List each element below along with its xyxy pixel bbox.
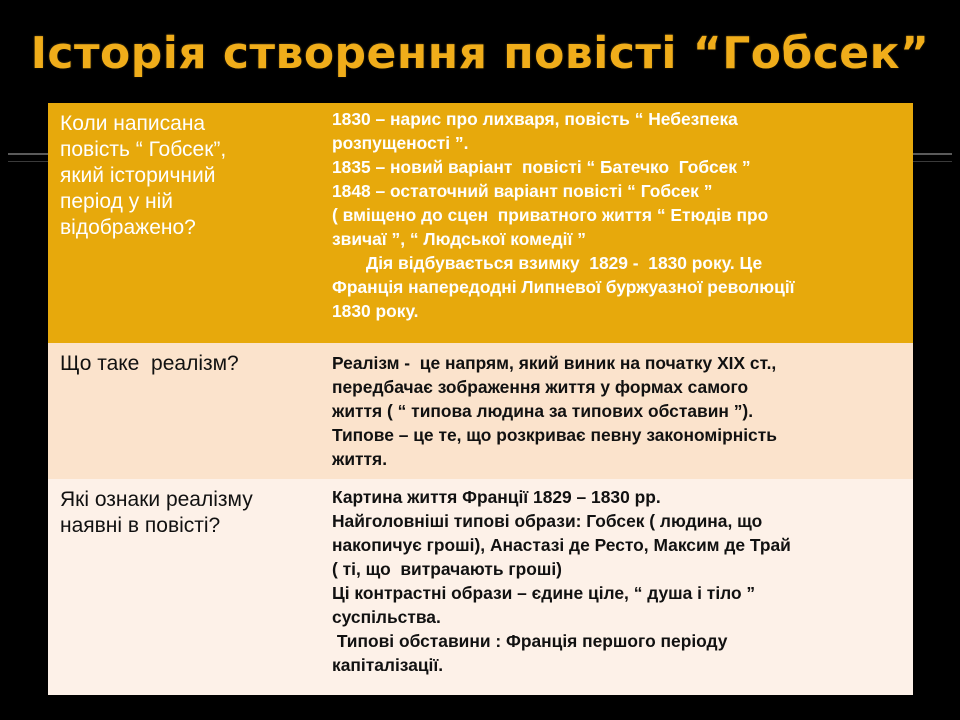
answer-line: Типове – це те, що розкриває певну закономірність bbox=[332, 425, 777, 445]
question-line: наявні в повісті? bbox=[60, 514, 221, 537]
answer-line: 1830 – нарис про лихваря, повість “ Небезпека bbox=[332, 109, 738, 129]
answer-line: життя ( “ типова людина за типових обставин ”). bbox=[332, 401, 754, 421]
answer-line: Найголовніші типові образи: Гобсек ( людина, що bbox=[332, 511, 763, 531]
question-line: період у ній bbox=[60, 190, 174, 213]
answer-line: розпущеності ”. bbox=[332, 133, 469, 153]
answer-cell bbox=[320, 479, 913, 695]
answer-line: капіталізації. bbox=[332, 655, 444, 675]
question-line: Коли написана bbox=[60, 112, 206, 135]
answer-line: Реалізм - це напрям, який виник на початку ХІХ ст., bbox=[332, 353, 777, 373]
qa-table bbox=[48, 103, 913, 695]
answer-line: Типові обставини : Франція першого періоду bbox=[332, 631, 728, 651]
answer-line: життя. bbox=[332, 449, 388, 469]
answer-line: передбачає зображення життя у формах самого bbox=[332, 377, 749, 397]
answer-line: звичаї ”, “ Людської комедії ” bbox=[332, 229, 586, 249]
question-line: Що таке реалізм? bbox=[60, 352, 239, 375]
answer-line: 1848 – остаточний варіант повісті “ Гобсек ” bbox=[332, 181, 713, 201]
question-cell bbox=[48, 343, 320, 479]
question-line: відображено? bbox=[60, 216, 196, 239]
answer-line: 1830 року. bbox=[332, 301, 419, 321]
answer-line: 1835 – новий варіант повісті “ Батечко Гобсек ” bbox=[332, 157, 751, 177]
answer-line: Дія відбувається взимку 1829 - 1830 року. Це bbox=[332, 253, 763, 273]
slide-title: Історія створення повісті “Гобсек” bbox=[30, 28, 930, 79]
question-line: повість “ Гобсек”, bbox=[60, 138, 227, 161]
answer-line: ( вміщено до сцен приватного життя “ Етюдів про bbox=[332, 205, 769, 225]
table-row bbox=[48, 103, 913, 343]
answer-line: накопичує гроші), Анастазі де Ресто, Максим де Трай bbox=[332, 535, 791, 555]
question-line: який історичний bbox=[60, 164, 216, 187]
table-row bbox=[48, 479, 913, 695]
answer-line: Франція напередодні Липневої буржуазної революції bbox=[332, 277, 795, 297]
answer-line: Ці контрастні образи – єдине ціле, “ душа і тіло ” bbox=[332, 583, 756, 603]
question-cell bbox=[48, 103, 320, 343]
answer-cell bbox=[320, 343, 913, 479]
answer-line: ( ті, що витрачають гроші) bbox=[332, 559, 562, 579]
answer-line: Картина життя Франції 1829 – 1830 рр. bbox=[332, 487, 661, 507]
answer-cell bbox=[320, 103, 913, 343]
table-row bbox=[48, 343, 913, 479]
question-cell bbox=[48, 479, 320, 695]
question-line: Які ознаки реалізму bbox=[60, 488, 253, 511]
answer-line: суспільства. bbox=[332, 607, 441, 627]
